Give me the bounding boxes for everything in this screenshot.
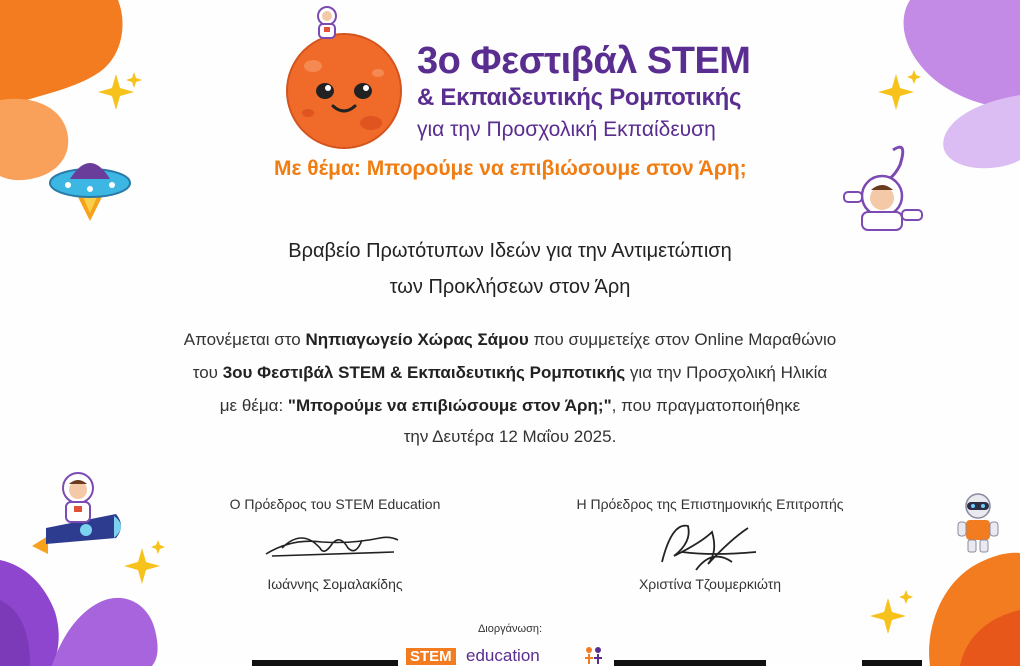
left-signer-role: Ο Πρόεδρος του STEM Education [229,496,441,512]
mars-planet-icon [283,28,405,150]
right-signature [652,512,762,574]
body-line-2: του 3ου Φεστιβάλ STEM & Εκπαιδευτικής Ρομποτικής για την Προσχολική Ηλικία [192,363,828,382]
festival-subtitle: & Εκπαιδευτικής Ρομποτικής [417,84,742,111]
body-line-4: την Δευτέρα 12 Μαΐου 2025. [403,427,617,446]
bottom-bar-left [252,660,398,666]
award-title-line2: των Προκλήσεων στον Άρη [389,276,631,298]
star-icon [876,68,922,114]
right-signer-name: Χριστίνα Τζουμερκιώτη [638,576,782,592]
ufo-icon [48,145,132,223]
logo-people-icon [584,646,604,666]
left-signature [262,518,402,564]
bottom-bar-right [862,660,922,666]
body-line-1: Απονέμεται στο Νηπιαγωγείο Χώρας Σάμου που συμμετείχε στον Online Μαραθώνιο [183,330,837,349]
theme-name: "Μπορούμε να επιβιώσουμε στον Άρη;" [287,396,612,415]
festival-title: 3ο Φεστιβάλ STEM [417,40,751,82]
school-name: Νηπιαγωγείο Χώρας Σάμου [305,330,529,349]
bottom-bar-mid [614,660,766,666]
festival-name: 3ου Φεστιβάλ STEM & Εκπαιδευτικής Ρομποτικής [222,363,626,382]
astronaut-icon [310,4,344,44]
organizer-logo: STEM education [406,646,606,666]
organizer-label: Διοργάνωση: [477,623,543,635]
award-title-line1: Βραβείο Πρωτότυπων Ιδεών για την Αντιμετώπιση [288,240,732,262]
floating-astronaut-icon [838,140,930,240]
festival-audience: για την Προσχολική Εκπαίδευση [417,118,716,141]
rocket-icon [26,466,130,566]
festival-theme: Με θέμα: Μπορούμε να επιβιώσουμε στον Άρη; [274,157,747,180]
left-signer-name: Ιωάννης Σομαλακίδης [267,576,403,592]
star-icon [98,70,142,114]
blob-top-right-light [943,95,1020,168]
robot-icon [954,492,1002,556]
body-line-3: με θέμα: "Μπορούμε να επιβιώσουμε στον Άρη;", που πραγματοποιήθηκε [219,396,801,415]
right-signer-role: Η Πρόεδρος της Επιστημονικής Επιτροπής [576,496,844,512]
